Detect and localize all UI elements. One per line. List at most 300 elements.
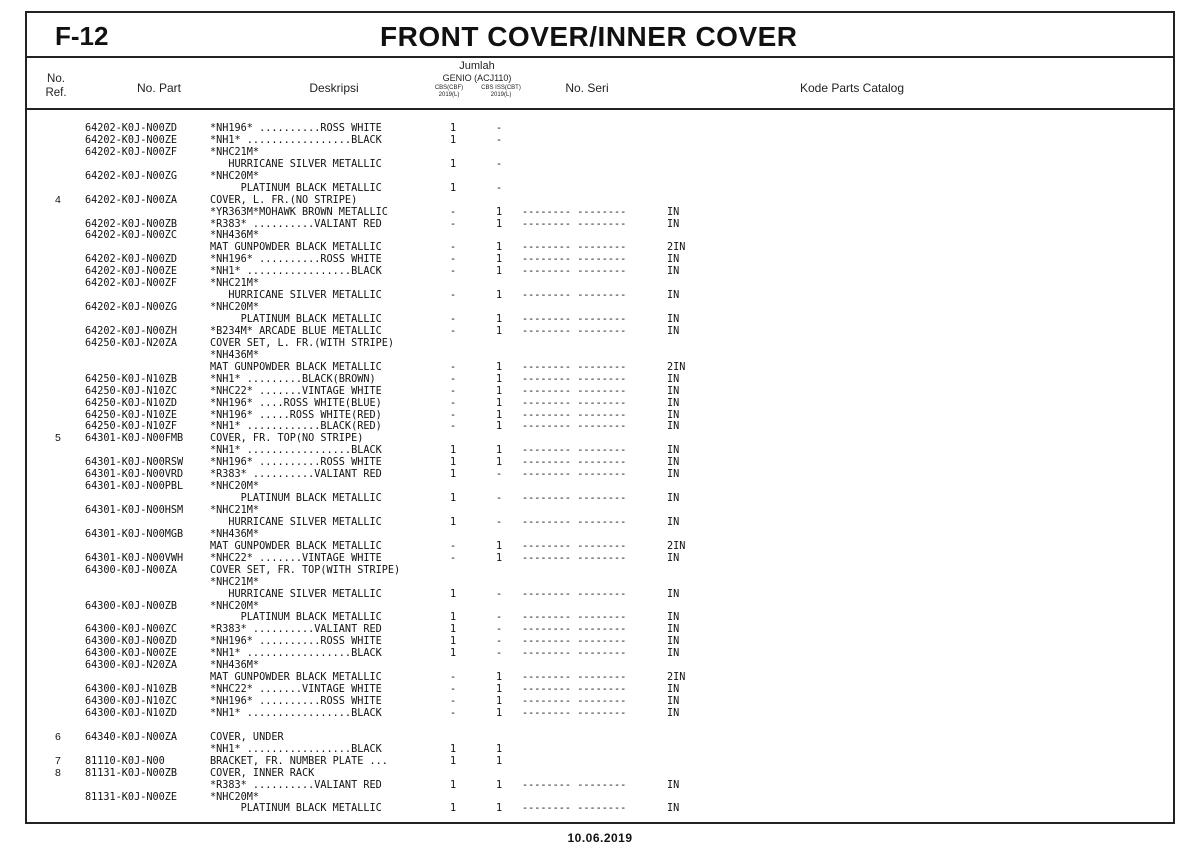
table-row: [27, 589, 1173, 601]
quantity-cbt-cell: 1: [496, 290, 503, 302]
catalog-code-cell: IN: [667, 373, 680, 385]
description-cell: PLATINUM BLACK METALLIC: [210, 493, 382, 505]
table-row: [27, 493, 1173, 505]
table-row: [27, 648, 1173, 660]
description-cell: *NH196* ..........ROSS WHITE: [210, 254, 382, 266]
quantity-cbf-cell: -: [450, 373, 457, 385]
quantity-cbt-cell: 1: [496, 242, 503, 254]
table-row: [27, 684, 1173, 696]
catalog-code-cell: IN: [667, 684, 680, 696]
catalog-code-cell: IN: [667, 421, 680, 433]
catalog-code-cell: 2IN: [667, 242, 686, 254]
part-number-cell: 64300-K0J-N00ZB: [85, 600, 178, 612]
table-row: [27, 505, 1173, 517]
header-year-cbt: 2019(L): [490, 92, 512, 98]
description-cell: *R383* ..........VALIANT RED: [210, 469, 382, 481]
description-cell: *NHC20M*: [210, 600, 260, 612]
table-row: [27, 171, 1173, 183]
header-ref: [39, 72, 73, 100]
part-number-cell: 64301-K0J-N00MGB: [85, 528, 184, 540]
page-title: FRONT COVER/INNER COVER: [380, 21, 798, 52]
ref-cell: 8: [55, 766, 61, 779]
description-cell: *NHC21M*: [210, 505, 260, 516]
quantity-cbt-cell: 1: [496, 540, 503, 552]
quantity-cbf-cell: -: [450, 540, 457, 552]
quantity-cbt-cell: 1: [496, 325, 503, 337]
table-row: [27, 696, 1173, 708]
quantity-cbt-cell: -: [496, 182, 503, 194]
quantity-cbt-cell: 1: [496, 696, 503, 707]
quantity-cbf-cell: -: [450, 684, 457, 696]
catalog-page-frame: [25, 11, 1175, 824]
part-number-cell: 64301-K0J-N00PBL: [85, 481, 184, 493]
quantity-cbf-cell: 1: [450, 158, 457, 170]
serial-cell: -------- --------: [522, 325, 627, 337]
table-row: [27, 541, 1173, 553]
description-cell: *NH1* .................BLACK: [210, 743, 382, 755]
description-cell: *NH1* .................BLACK: [210, 266, 382, 278]
catalog-code-cell: IN: [667, 779, 680, 791]
part-number-cell: 64300-K0J-N00ZD: [85, 636, 178, 648]
quantity-cbf-cell: -: [450, 314, 457, 325]
serial-cell: -------- --------: [522, 684, 627, 696]
quantity-cbt-cell: 1: [496, 755, 503, 767]
catalog-code-cell: IN: [667, 254, 680, 266]
table-row: [27, 660, 1173, 672]
table-row: [27, 565, 1173, 577]
description-cell: HURRICANE SILVER METALLIC: [210, 516, 382, 528]
description-cell: *NH1* .................BLACK: [210, 445, 382, 457]
part-number-cell: 64301-K0J-N00RSW: [85, 457, 184, 469]
description-cell: *NH436M*: [210, 528, 260, 540]
part-number-cell: 64202-K0J-N00ZB: [85, 218, 178, 230]
description-cell: *NH196* ..........ROSS WHITE: [210, 636, 382, 648]
quantity-cbf-cell: -: [450, 266, 457, 278]
part-number-cell: 64300-K0J-N10ZD: [85, 707, 178, 719]
serial-cell: -------- --------: [522, 540, 627, 552]
catalog-code-cell: IN: [667, 588, 680, 600]
quantity-cbt-cell: -: [496, 469, 503, 481]
description-cell: *NH436M*: [210, 349, 260, 361]
description-cell: *NH196* .....ROSS WHITE(RED): [210, 409, 382, 421]
header-variant-cbt: CBS ISS(CBT): [481, 85, 521, 91]
table-row: [27, 135, 1173, 147]
quantity-cbf-cell: 1: [450, 588, 457, 600]
part-number-cell: 64202-K0J-N00ZE: [85, 266, 178, 278]
quantity-cbf-cell: 1: [450, 743, 457, 755]
quantity-cbt-cell: 1: [496, 266, 503, 278]
description-cell: *R383* ..........VALIANT RED: [210, 779, 382, 791]
description-cell: PLATINUM BLACK METALLIC: [210, 803, 382, 815]
part-number-cell: 64340-K0J-N00ZA: [85, 731, 178, 743]
table-row: [27, 290, 1173, 302]
serial-cell: -------- --------: [522, 803, 627, 815]
quantity-cbf-cell: -: [450, 290, 457, 302]
table-row: [27, 744, 1173, 756]
table-row: [27, 732, 1173, 744]
serial-cell: -------- --------: [522, 373, 627, 385]
quantity-cbf-cell: 1: [450, 516, 457, 528]
table-row: [27, 517, 1173, 529]
quantity-cbf-cell: 1: [450, 469, 457, 481]
part-number-cell: 64301-K0J-N00HSM: [85, 505, 184, 516]
footer-date: 10.06.2019: [567, 831, 633, 845]
quantity-cbt-cell: 1: [496, 421, 503, 433]
serial-cell: -------- --------: [522, 588, 627, 600]
description-cell: *B234M* ARCADE BLUE METALLIC: [210, 325, 382, 337]
table-row: [27, 612, 1173, 624]
description-cell: PLATINUM BLACK METALLIC: [210, 182, 382, 194]
quantity-cbt-cell: -: [496, 516, 503, 528]
table-row: [27, 457, 1173, 469]
description-cell: BRACKET, FR. NUMBER PLATE ...: [210, 755, 388, 767]
quantity-cbf-cell: -: [450, 552, 457, 564]
part-number-cell: 81110-K0J-N00: [85, 755, 165, 767]
part-number-cell: 64300-K0J-N20ZA: [85, 660, 178, 672]
table-row: [27, 362, 1173, 374]
description-cell: *NH1* .................BLACK: [210, 707, 382, 719]
table-row: [27, 302, 1173, 314]
serial-cell: -------- --------: [522, 290, 627, 302]
part-number-cell: 64202-K0J-N00ZG: [85, 302, 178, 314]
quantity-cbf-cell: -: [450, 254, 457, 266]
table-row: [27, 159, 1173, 171]
header-quantity: Jumlah: [459, 60, 495, 72]
description-cell: MAT GUNPOWDER BLACK METALLIC: [210, 540, 382, 552]
quantity-cbt-cell: 1: [496, 743, 503, 755]
table-row: [27, 374, 1173, 386]
table-row: [27, 601, 1173, 613]
part-number-cell: 64250-K0J-N10ZE: [85, 409, 178, 421]
header-year-cbf: 2019(L): [438, 92, 460, 98]
quantity-cbt-cell: 1: [496, 672, 503, 684]
quantity-cbt-cell: 1: [496, 707, 503, 719]
table-row: [27, 278, 1173, 290]
table-row: [27, 338, 1173, 350]
quantity-cbf-cell: -: [450, 421, 457, 433]
serial-cell: -------- --------: [522, 552, 627, 564]
ref-cell: 7: [55, 754, 61, 767]
table-row: [27, 720, 1173, 732]
header-ref-label: No. Ref.: [45, 73, 67, 99]
table-row: [27, 636, 1173, 648]
description-cell: *NHC22* .......VINTAGE WHITE: [210, 552, 382, 564]
quantity-cbf-cell: 1: [450, 134, 457, 146]
description-cell: HURRICANE SILVER METALLIC: [210, 588, 382, 600]
catalog-code-cell: IN: [667, 266, 680, 278]
quantity-cbf-cell: 1: [450, 779, 457, 791]
quantity-cbf-cell: -: [450, 707, 457, 719]
quantity-cbt-cell: -: [496, 612, 503, 624]
description-cell: *NH1* ............BLACK(RED): [210, 421, 382, 433]
part-number-cell: 64300-K0J-N10ZC: [85, 696, 178, 707]
table-row: [27, 242, 1173, 254]
table-header: [27, 58, 1173, 110]
quantity-cbt-cell: -: [496, 134, 503, 146]
catalog-code-cell: IN: [667, 290, 680, 302]
description-cell: *NHC21M*: [210, 146, 260, 158]
quantity-cbt-cell: -: [496, 636, 503, 648]
description-cell: *R383* ..........VALIANT RED: [210, 218, 382, 230]
serial-cell: -------- --------: [522, 314, 627, 325]
table-row: [27, 792, 1173, 804]
quantity-cbt-cell: -: [496, 648, 503, 660]
serial-cell: -------- --------: [522, 779, 627, 791]
table-row: [27, 624, 1173, 636]
table-row: [27, 445, 1173, 457]
catalog-code-cell: IN: [667, 636, 680, 648]
quantity-cbt-cell: 1: [496, 385, 503, 397]
quantity-cbt-cell: 1: [496, 206, 503, 218]
description-cell: *YR363M*MOHAWK BROWN METALLIC: [210, 206, 388, 218]
description-cell: *NHC20M*: [210, 302, 260, 314]
description-cell: *NH196* ..........ROSS WHITE: [210, 457, 382, 469]
part-number-cell: 64202-K0J-N00ZD: [85, 123, 178, 134]
catalog-code-cell: IN: [667, 469, 680, 481]
quantity-cbt-cell: -: [496, 158, 503, 170]
description-cell: *NH436M*: [210, 660, 260, 672]
serial-cell: -------- --------: [522, 254, 627, 266]
part-number-cell: 64202-K0J-N00ZF: [85, 278, 178, 290]
quantity-cbf-cell: 1: [450, 636, 457, 648]
table-row: [27, 708, 1173, 720]
catalog-code-cell: IN: [667, 803, 680, 815]
table-row: [27, 553, 1173, 565]
catalog-code-cell: IN: [667, 552, 680, 564]
description-cell: *NHC21M*: [210, 278, 260, 290]
table-row: [27, 398, 1173, 410]
description-cell: COVER, L. FR.(NO STRIPE): [210, 194, 358, 206]
part-number-cell: 64301-K0J-N00VWH: [85, 552, 184, 564]
part-number-cell: 64300-K0J-N00ZA: [85, 564, 178, 576]
part-number-cell: 64301-K0J-N00FMB: [85, 433, 184, 445]
catalog-code-cell: IN: [667, 516, 680, 528]
part-number-cell: 64202-K0J-N00ZG: [85, 170, 178, 182]
serial-cell: -------- --------: [522, 516, 627, 528]
description-cell: *NHC22* .......VINTAGE WHITE: [210, 684, 382, 696]
parts-table-body: [27, 123, 1173, 815]
serial-cell: -------- --------: [522, 385, 627, 397]
quantity-cbt-cell: 1: [496, 457, 503, 469]
catalog-code-cell: 2IN: [667, 672, 686, 684]
description-cell: *NHC21M*: [210, 576, 260, 588]
description-cell: COVER SET, FR. TOP(WITH STRIPE): [210, 564, 401, 576]
serial-cell: -------- --------: [522, 672, 627, 684]
quantity-cbt-cell: -: [496, 588, 503, 600]
description-cell: *NH196* ..........ROSS WHITE: [210, 123, 382, 134]
table-row: [27, 350, 1173, 362]
part-number-cell: 64202-K0J-N00ZE: [85, 134, 178, 146]
description-cell: PLATINUM BLACK METALLIC: [210, 314, 382, 325]
catalog-code-cell: 2IN: [667, 361, 686, 373]
catalog-code-cell: IN: [667, 218, 680, 230]
description-cell: *NHC20M*: [210, 481, 260, 493]
quantity-cbf-cell: 1: [450, 624, 457, 636]
part-number-cell: 64300-K0J-N10ZB: [85, 684, 178, 696]
table-row: [27, 183, 1173, 195]
serial-cell: -------- --------: [522, 696, 627, 707]
ref-cell: 5: [55, 432, 61, 445]
description-cell: COVER, UNDER: [210, 731, 284, 743]
quantity-cbf-cell: -: [450, 696, 457, 707]
serial-cell: -------- --------: [522, 648, 627, 660]
table-row: [27, 314, 1173, 326]
quantity-cbf-cell: -: [450, 672, 457, 684]
catalog-code-cell: IN: [667, 457, 680, 469]
quantity-cbt-cell: 1: [496, 254, 503, 266]
serial-cell: -------- --------: [522, 624, 627, 636]
quantity-cbf-cell: -: [450, 218, 457, 230]
quantity-cbt-cell: -: [496, 493, 503, 505]
table-row: [27, 469, 1173, 481]
serial-cell: -------- --------: [522, 266, 627, 278]
description-cell: HURRICANE SILVER METALLIC: [210, 158, 382, 170]
table-row: [27, 756, 1173, 768]
quantity-cbt-cell: 1: [496, 684, 503, 696]
table-row: [27, 433, 1173, 445]
quantity-cbt-cell: 1: [496, 397, 503, 409]
quantity-cbf-cell: -: [450, 325, 457, 337]
part-number-cell: 64250-K0J-N10ZB: [85, 373, 178, 385]
catalog-code-cell: 2IN: [667, 540, 686, 552]
serial-cell: -------- --------: [522, 218, 627, 230]
table-row: [27, 219, 1173, 231]
catalog-code-cell: IN: [667, 445, 680, 457]
title-bar: [27, 13, 1173, 58]
table-row: [27, 266, 1173, 278]
quantity-cbf-cell: -: [450, 409, 457, 421]
part-number-cell: 64202-K0J-N00ZD: [85, 254, 178, 266]
catalog-code-cell: IN: [667, 325, 680, 337]
header-description: Deskripsi: [309, 81, 359, 95]
quantity-cbf-cell: -: [450, 385, 457, 397]
table-row: [27, 577, 1173, 589]
quantity-cbf-cell: 1: [450, 648, 457, 660]
table-row: [27, 230, 1173, 242]
part-number-cell: 64202-K0J-N00ZH: [85, 325, 178, 337]
catalog-code-cell: IN: [667, 314, 680, 325]
description-cell: *NHC22* .......VINTAGE WHITE: [210, 385, 382, 397]
description-cell: *NH196* ....ROSS WHITE(BLUE): [210, 397, 382, 409]
quantity-cbt-cell: -: [496, 624, 503, 636]
header-catalog-code: Kode Parts Catalog: [799, 81, 905, 95]
table-row: [27, 207, 1173, 219]
part-number-cell: 64301-K0J-N00VRD: [85, 469, 184, 481]
quantity-cbt-cell: 1: [496, 373, 503, 385]
serial-cell: -------- --------: [522, 469, 627, 481]
table-row: [27, 123, 1173, 135]
ref-cell: 6: [55, 730, 61, 743]
part-number-cell: 64202-K0J-N00ZA: [85, 194, 178, 206]
table-row: [27, 780, 1173, 792]
quantity-cbf-cell: -: [450, 361, 457, 373]
quantity-cbf-cell: -: [450, 397, 457, 409]
serial-cell: -------- --------: [522, 636, 627, 648]
catalog-code-cell: IN: [667, 493, 680, 505]
quantity-cbt-cell: -: [496, 123, 503, 134]
table-row: [27, 529, 1173, 541]
description-cell: *NH436M*: [210, 230, 260, 242]
catalog-code-cell: IN: [667, 648, 680, 660]
serial-cell: -------- --------: [522, 493, 627, 505]
ref-cell: 4: [55, 193, 61, 206]
part-number-cell: 64250-K0J-N20ZA: [85, 337, 178, 349]
description-cell: *NHC20M*: [210, 170, 260, 182]
serial-cell: -------- --------: [522, 242, 627, 254]
serial-cell: -------- --------: [522, 612, 627, 624]
description-cell: *NH196* ..........ROSS WHITE: [210, 696, 382, 707]
table-row: [27, 195, 1173, 207]
serial-cell: -------- --------: [522, 397, 627, 409]
quantity-cbt-cell: 1: [496, 445, 503, 457]
description-cell: *NH1* .................BLACK: [210, 648, 382, 660]
quantity-cbf-cell: 1: [450, 493, 457, 505]
quantity-cbf-cell: -: [450, 242, 457, 254]
serial-cell: -------- --------: [522, 206, 627, 218]
quantity-cbf-cell: 1: [450, 803, 457, 815]
quantity-cbt-cell: 1: [496, 361, 503, 373]
part-number-cell: 64202-K0J-N00ZC: [85, 230, 178, 242]
description-cell: COVER, FR. TOP(NO STRIPE): [210, 433, 364, 445]
quantity-cbf-cell: 1: [450, 445, 457, 457]
description-cell: MAT GUNPOWDER BLACK METALLIC: [210, 242, 382, 254]
description-cell: MAT GUNPOWDER BLACK METALLIC: [210, 361, 382, 373]
quantity-cbt-cell: 1: [496, 314, 503, 325]
serial-cell: -------- --------: [522, 421, 627, 433]
part-number-cell: 64300-K0J-N00ZC: [85, 624, 178, 636]
part-number-cell: 64202-K0J-N00ZF: [85, 146, 178, 158]
description-cell: MAT GUNPOWDER BLACK METALLIC: [210, 672, 382, 684]
serial-cell: -------- --------: [522, 707, 627, 719]
quantity-cbf-cell: -: [450, 206, 457, 218]
quantity-cbt-cell: 1: [496, 803, 503, 815]
catalog-code-cell: IN: [667, 696, 680, 707]
catalog-code-cell: IN: [667, 409, 680, 421]
quantity-cbf-cell: 1: [450, 123, 457, 134]
quantity-cbf-cell: 1: [450, 755, 457, 767]
description-cell: *NH1* .................BLACK: [210, 134, 382, 146]
quantity-cbf-cell: 1: [450, 457, 457, 469]
serial-cell: -------- --------: [522, 457, 627, 469]
table-row: [27, 672, 1173, 684]
table-row: [27, 481, 1173, 493]
figure-code: F-12: [55, 21, 109, 51]
header-part-number: No. Part: [136, 81, 181, 95]
part-number-cell: 64250-K0J-N10ZC: [85, 385, 178, 397]
catalog-code-cell: IN: [667, 707, 680, 719]
part-number-cell: 64250-K0J-N10ZF: [85, 421, 178, 433]
description-cell: *NHC20M*: [210, 791, 260, 803]
table-row: [27, 254, 1173, 266]
part-number-cell: 64250-K0J-N10ZD: [85, 397, 178, 409]
part-number-cell: 81131-K0J-N00ZE: [85, 791, 178, 803]
description-cell: HURRICANE SILVER METALLIC: [210, 290, 382, 302]
quantity-cbf-cell: 1: [450, 182, 457, 194]
catalog-code-cell: IN: [667, 624, 680, 636]
quantity-cbt-cell: 1: [496, 552, 503, 564]
description-cell: *NH1* .........BLACK(BROWN): [210, 373, 376, 385]
table-row: [27, 803, 1173, 815]
header-variant-cbf: CBS(CBF): [434, 85, 464, 91]
description-cell: *R383* ..........VALIANT RED: [210, 624, 382, 636]
catalog-code-cell: IN: [667, 612, 680, 624]
part-number-cell: 64300-K0J-N00ZE: [85, 648, 178, 660]
catalog-code-cell: IN: [667, 385, 680, 397]
quantity-cbt-cell: 1: [496, 409, 503, 421]
table-row: [27, 386, 1173, 398]
quantity-cbt-cell: 1: [496, 779, 503, 791]
table-row: [27, 421, 1173, 433]
